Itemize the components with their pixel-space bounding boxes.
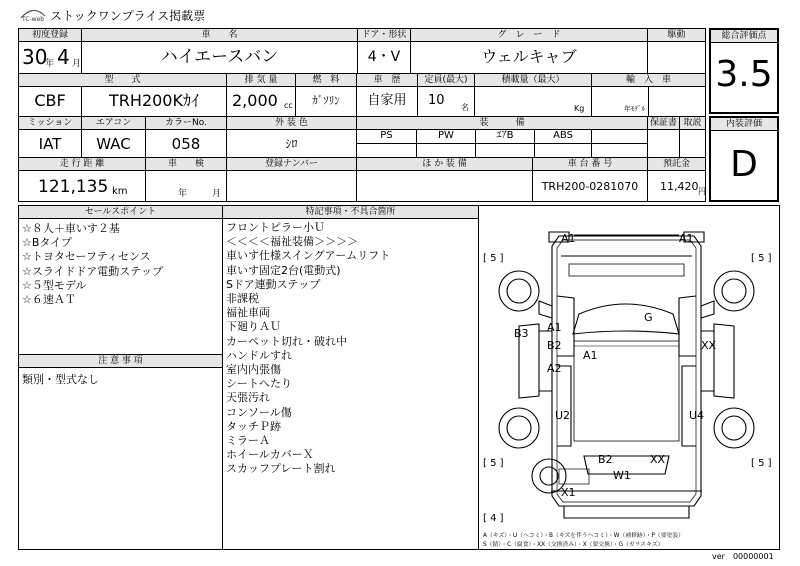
label-history: 車 歴 bbox=[373, 75, 401, 85]
sales-points-title: セールスポイント bbox=[84, 207, 157, 217]
list-item: 車いす仕様スイングアームリフト bbox=[226, 249, 391, 263]
label-first-reg: 初度登録 bbox=[31, 30, 68, 40]
car-name: ハイエースバン bbox=[160, 47, 279, 67]
damage-legend-line2: S（錆）・C（腐食）・XX（交換済み）・X（要交換）・G（ガラスキズ） bbox=[483, 542, 664, 548]
label-other-equip: ほ か 装 備 bbox=[422, 159, 467, 169]
damage-code: A1 bbox=[561, 232, 576, 245]
model: TRH200Kｶｲ bbox=[109, 91, 199, 110]
load-unit: Kg bbox=[574, 104, 585, 113]
damage-code: B3 bbox=[514, 327, 529, 340]
first-reg-month: 4 bbox=[57, 45, 70, 69]
label-inspection: 車 検 bbox=[167, 159, 204, 169]
damage-code: XX bbox=[650, 453, 666, 466]
label-plate: 登録ナンバー bbox=[265, 159, 318, 169]
label-fuel: 燃 料 bbox=[312, 75, 340, 85]
first-reg-year-unit: 年 bbox=[45, 59, 55, 69]
first-reg-month-unit: 月 bbox=[72, 59, 82, 69]
list-item: フロントピラー小Ｕ bbox=[226, 221, 325, 234]
page-title: ストックワンプライス掲載票 bbox=[50, 9, 206, 23]
list-item: タッチＰ跡 bbox=[226, 419, 281, 433]
label-load: 積載量（最大） bbox=[501, 75, 565, 85]
list-item: スカッフプレート割れ bbox=[226, 462, 336, 476]
list-item: ☆８人＋車いす２基 bbox=[22, 222, 120, 235]
inspection-month-unit: 月 bbox=[212, 189, 222, 199]
grade: ウェルキャブ bbox=[481, 47, 577, 66]
list-item: ミラーＡ bbox=[226, 434, 270, 448]
list-item: ☆トヨタセーフティセンス bbox=[22, 250, 151, 264]
label-exterior: 外 装 色 bbox=[275, 118, 308, 128]
price-unit: 円 bbox=[698, 187, 706, 196]
label-color-no: カラーNo. bbox=[165, 118, 207, 128]
chassis-number: TRH200-0281070 bbox=[541, 180, 639, 193]
damage-code: U4 bbox=[689, 409, 705, 422]
list-item: 非課税 bbox=[226, 292, 259, 306]
label-price: 預託金 bbox=[662, 159, 690, 169]
inspection-year-unit: 年 bbox=[178, 189, 188, 199]
label-grade: グ レ ー ド bbox=[497, 30, 561, 40]
list-item: ☆６速ＡＴ bbox=[22, 293, 76, 307]
damage-legend-line1: A（キズ）・U（ヘコミ）・B（キズを伴うヘコミ）・W（補修跡）・P（要塗装） bbox=[483, 533, 684, 539]
sales-points-list bbox=[22, 222, 163, 307]
overall-rating: 3.5 bbox=[715, 54, 773, 95]
label-mileage: 走 行 距 離 bbox=[59, 159, 105, 169]
list-item: ＜＜＜＜福祉装備＞＞＞＞ bbox=[226, 235, 358, 249]
label-drive: 駆動 bbox=[667, 30, 686, 40]
color-no: 058 bbox=[171, 135, 201, 153]
damage-code: G bbox=[644, 311, 653, 324]
special-list bbox=[226, 221, 390, 477]
list-item: カーペット切れ・破れ中 bbox=[226, 334, 347, 348]
overall-rating-label: 総合評価点 bbox=[721, 31, 767, 41]
list-item: ☆５型モデル bbox=[22, 278, 87, 292]
equipment-pw: PW bbox=[438, 130, 454, 141]
label-import: 輸 入 車 bbox=[625, 75, 671, 85]
special-title: 特記事項・不具合箇所 bbox=[305, 207, 396, 217]
label-mission: ミッション bbox=[27, 118, 73, 128]
interior-rating-label: 内装評価 bbox=[725, 119, 762, 129]
list-item: ホイールカバーＸ bbox=[226, 448, 314, 462]
mileage: 121,135 bbox=[38, 177, 109, 197]
import-model-year: 年ﾓﾃﾞﾙ bbox=[624, 105, 645, 113]
label-capacity: 定員(最大) bbox=[424, 75, 468, 85]
equipment-ps: PS bbox=[380, 130, 393, 141]
tire-mark-front-left: [ 5 ] bbox=[483, 253, 504, 264]
label-chassis: 車 台 番 号 bbox=[567, 159, 613, 169]
tc-web-logo bbox=[20, 6, 46, 26]
model-prefix: CBF bbox=[34, 91, 66, 110]
damage-code: B2 bbox=[598, 453, 613, 466]
list-item: シートへたり bbox=[226, 377, 292, 391]
damage-code: XX bbox=[701, 339, 717, 352]
damage-code: B2 bbox=[547, 339, 562, 352]
displacement-unit: cc bbox=[284, 101, 293, 110]
list-item: 天張汚れ bbox=[226, 391, 270, 405]
label-equipment: 装 備 bbox=[479, 118, 525, 128]
damage-code: A1 bbox=[679, 232, 694, 245]
damage-code: W1 bbox=[613, 469, 631, 482]
equipment-airbag: ｴｱB bbox=[496, 130, 514, 141]
list-item: 室内内張傷 bbox=[226, 363, 281, 377]
first-reg-year: 30 bbox=[22, 45, 48, 69]
damage-code: U2 bbox=[555, 409, 571, 422]
capacity-unit: 名 bbox=[461, 103, 469, 112]
capacity: 10 bbox=[428, 93, 445, 108]
list-item: Sドア連動ステップ bbox=[226, 277, 321, 291]
list-item: コンソール傷 bbox=[226, 405, 292, 419]
damage-code: A1 bbox=[547, 321, 562, 334]
version-label: ver 00000001 bbox=[712, 552, 774, 561]
label-warranty: 保証書 bbox=[649, 118, 677, 128]
list-item: ☆スライドドア電動ステップ bbox=[22, 264, 163, 278]
list-item: 福祉車両 bbox=[226, 306, 270, 320]
label-model: 型 式 bbox=[104, 75, 141, 85]
label-displacement: 排 気 量 bbox=[244, 75, 278, 85]
damage-code: A2 bbox=[547, 362, 562, 375]
displacement: 2,000 bbox=[232, 91, 278, 110]
car-damage-diagram bbox=[479, 206, 779, 549]
label-manual: 取説 bbox=[683, 118, 702, 128]
list-item: ハンドルすれ bbox=[226, 348, 292, 362]
label-door-form: ドア・形状 bbox=[361, 30, 407, 40]
label-aircon: エアコン bbox=[95, 118, 132, 128]
exterior-color: ｼﾛ bbox=[285, 137, 298, 151]
fuel: ｶﾞｿﾘﾝ bbox=[312, 94, 340, 107]
mission: IAT bbox=[38, 135, 62, 153]
tire-mark-rear-right: [ 5 ] bbox=[751, 458, 772, 469]
mileage-unit: km bbox=[112, 186, 128, 197]
tire-mark-rear-left: [ 5 ] bbox=[483, 458, 504, 469]
list-item: 類別・型式なし bbox=[22, 373, 99, 386]
list-item: 下廻りＡＵ bbox=[226, 320, 281, 334]
logo-text: TC-web bbox=[22, 16, 45, 23]
equipment-abs: ABS bbox=[553, 130, 573, 141]
damage-code: A1 bbox=[583, 349, 598, 362]
list-item: 車いす固定2台(電動式) bbox=[226, 263, 341, 277]
interior-rating: D bbox=[730, 144, 758, 185]
tire-mark-spare: [ 4 ] bbox=[483, 513, 504, 524]
history: 自家用 bbox=[367, 93, 407, 108]
tire-mark-front-right: [ 5 ] bbox=[751, 253, 772, 264]
door-form: 4・V bbox=[367, 49, 401, 65]
list-item: ☆Bタイプ bbox=[22, 236, 72, 250]
aircon: WAC bbox=[96, 135, 131, 153]
notes-title: 注 意 事 項 bbox=[98, 356, 143, 366]
price: 11,420 bbox=[660, 180, 699, 193]
damage-code: X1 bbox=[561, 486, 576, 499]
label-car-name: 車 名 bbox=[201, 30, 238, 40]
notes-list bbox=[22, 373, 99, 387]
